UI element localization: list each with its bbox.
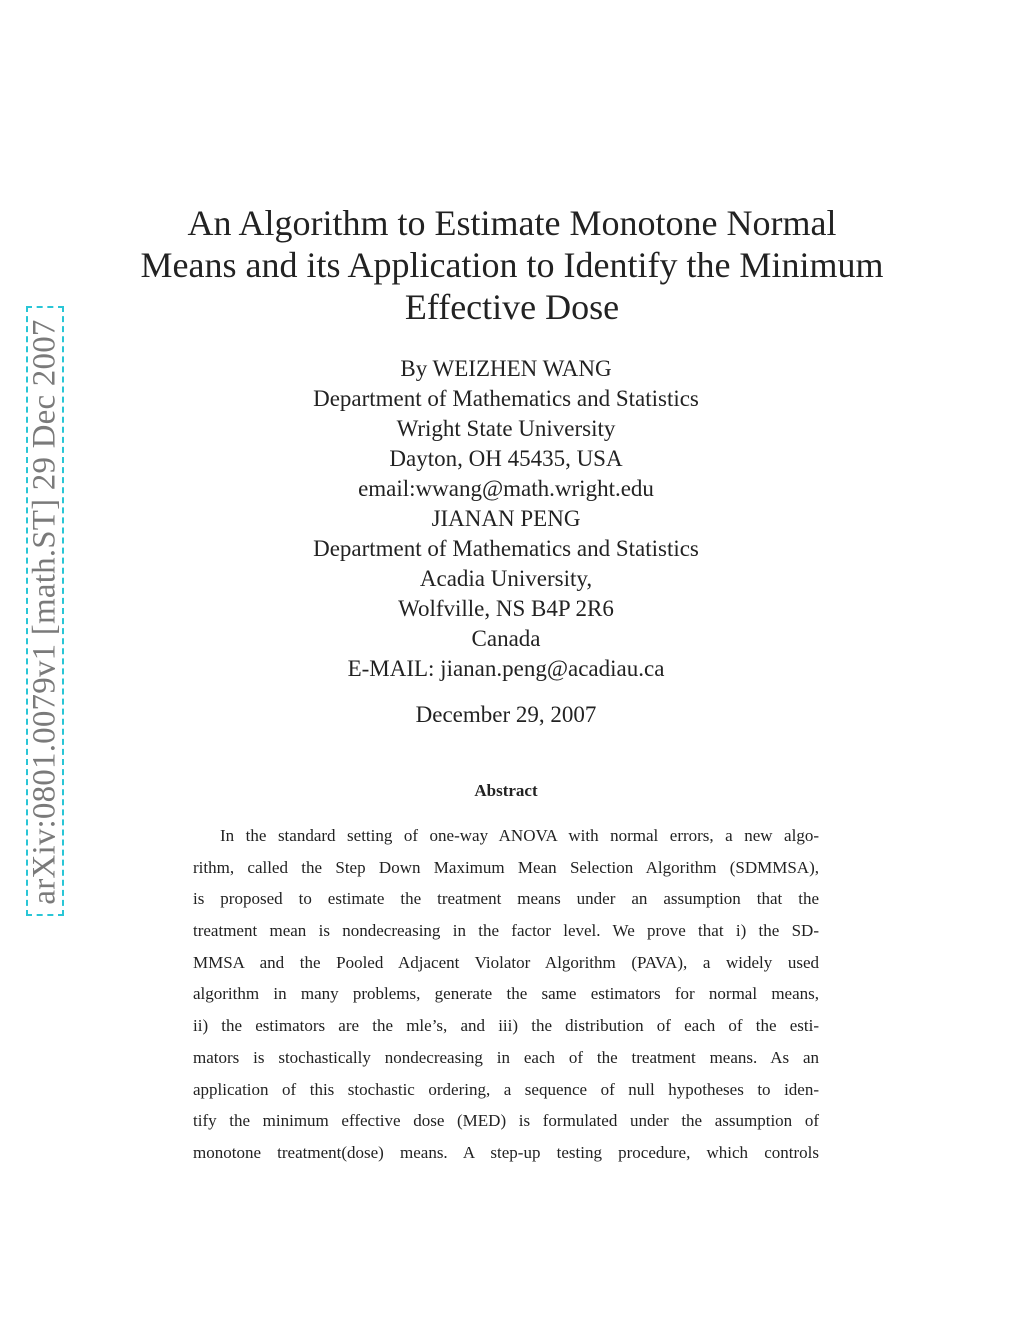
author2-email: E-MAIL: jianan.peng@acadiau.ca (347, 656, 665, 681)
author-block (0, 354, 1012, 684)
title-line: An Algorithm to Estimate Monotone Normal (187, 203, 837, 243)
abstract-line: treatment mean is nondecreasing in the factor level. We prove that i) the SD- (193, 921, 819, 941)
author2-city: Wolfville, NS B4P 2R6 (398, 596, 614, 621)
author1-email: email:wwang@math.wright.edu (358, 476, 654, 501)
paper-date: December 29, 2007 (415, 702, 597, 727)
author1-university: Wright State University (396, 416, 616, 441)
author2-university: Acadia University, (419, 566, 593, 591)
author1-byline: By WEIZHEN WANG (400, 356, 612, 381)
abstract-line: tify the minimum effective dose (MED) is formulated under the assumption of (193, 1111, 819, 1131)
abstract-line: In the standard setting of one-way ANOVA with normal errors, a new algo- (220, 826, 819, 845)
abstract-line: ii) the estimators are the mle’s, and iii) the distribution of each of the esti- (193, 1016, 819, 1036)
author2-department: Department of Mathematics and Statistics (313, 536, 699, 561)
abstract-line: monotone treatment(dose) means. A step-up testing procedure, which controls (193, 1142, 819, 1162)
title-line: Means and its Application to Identify the Minimum (140, 245, 884, 285)
author1-city: Dayton, OH 45435, USA (389, 446, 623, 471)
abstract-line: algorithm in many problems, generate the same estimators for normal means, (193, 984, 819, 1004)
title-line: Effective Dose (404, 287, 620, 327)
abstract-line: application of this stochastic ordering, a sequence of null hypotheses to iden- (193, 1079, 819, 1099)
abstract-heading: Abstract (474, 781, 538, 800)
author2-name: JIANAN PENG (431, 506, 581, 531)
abstract-line: rithm, called the Step Down Maximum Mean Selection Algorithm (SDMMSA), (193, 857, 819, 877)
arxiv-identifier: arXiv:0801.0079v1 [math.ST] 29 Dec 2007 (26, 319, 63, 905)
abstract-line: mators is stochastically nondecreasing in each of the treatment means. As an (193, 1047, 819, 1067)
abstract-body (193, 820, 819, 1169)
author1-department: Department of Mathematics and Statistics (313, 386, 699, 411)
abstract-line: MMSA and the Pooled Adjacent Violator Algorithm (PAVA), a widely used (193, 952, 819, 972)
abstract-line: is proposed to estimate the treatment means under an assumption that the (193, 889, 819, 909)
author2-country: Canada (471, 626, 541, 651)
paper-title (0, 202, 1024, 328)
